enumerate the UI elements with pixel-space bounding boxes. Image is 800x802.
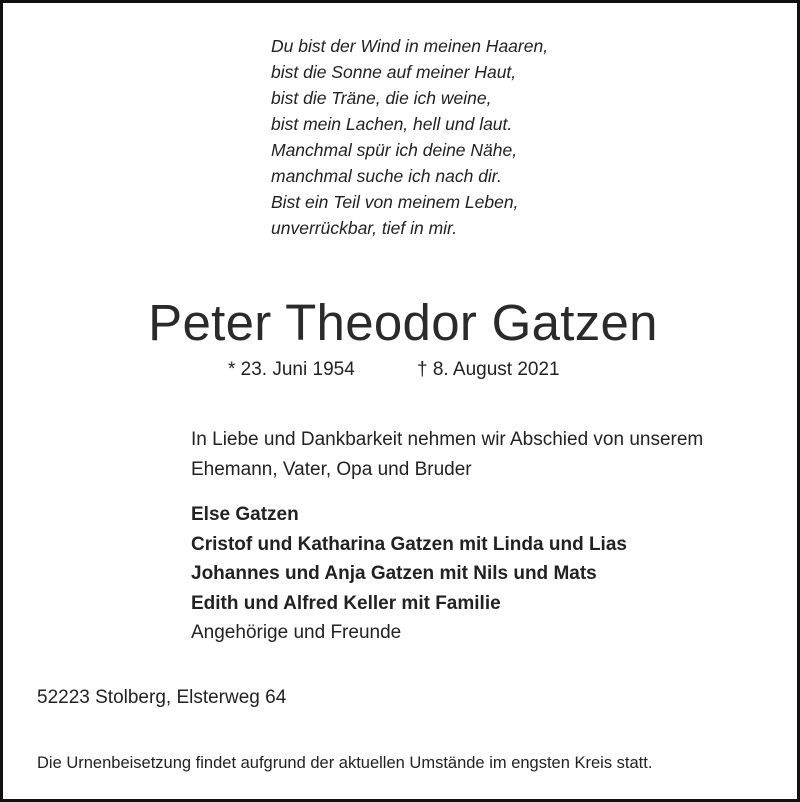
poem-line: manchmal suche ich nach dir. [271,166,502,186]
farewell-line: In Liebe und Dankbarkeit nehmen wir Abschied von unserem [191,429,704,450]
mourner-name: Cristof und Katharina Gatzen mit Linda und Lias [191,533,627,555]
poem-line: Manchmal spür ich deine Nähe, [271,140,518,160]
poem-line: Du bist der Wind in meinen Haaren, [271,36,549,56]
deceased-name: Peter Theodor Gatzen [148,294,658,351]
mourners-list [191,500,627,648]
death-date: † 8. August 2021 [417,359,560,380]
poem-line: Bist ein Teil von meinem Leben, [271,192,519,212]
poem [271,33,548,241]
birth-date: * 23. Juni 1954 [228,359,355,380]
address: 52223 Stolberg, Elsterweg 64 [37,687,287,708]
relatives-and-friends: Angehörige und Freunde [191,622,402,643]
farewell-text [191,425,703,485]
farewell-line: Ehemann, Vater, Opa und Bruder [191,459,472,480]
mourner-name: Johannes und Anja Gatzen mit Nils und Mats [191,563,597,584]
burial-notice: Die Urnenbeisetzung findet aufgrund der aktuellen Umstände im engsten Kreis statt. [37,754,653,772]
poem-line: bist mein Lachen, hell und laut. [271,114,513,134]
poem-line: bist die Träne, die ich weine, [271,88,492,108]
mourner-name: Edith und Alfred Keller mit Familie [191,592,501,614]
mourner-name: Else Gatzen [191,504,299,525]
poem-line: unverrückbar, tief in mir. [271,218,458,238]
poem-line: bist die Sonne auf meiner Haut, [271,62,517,82]
